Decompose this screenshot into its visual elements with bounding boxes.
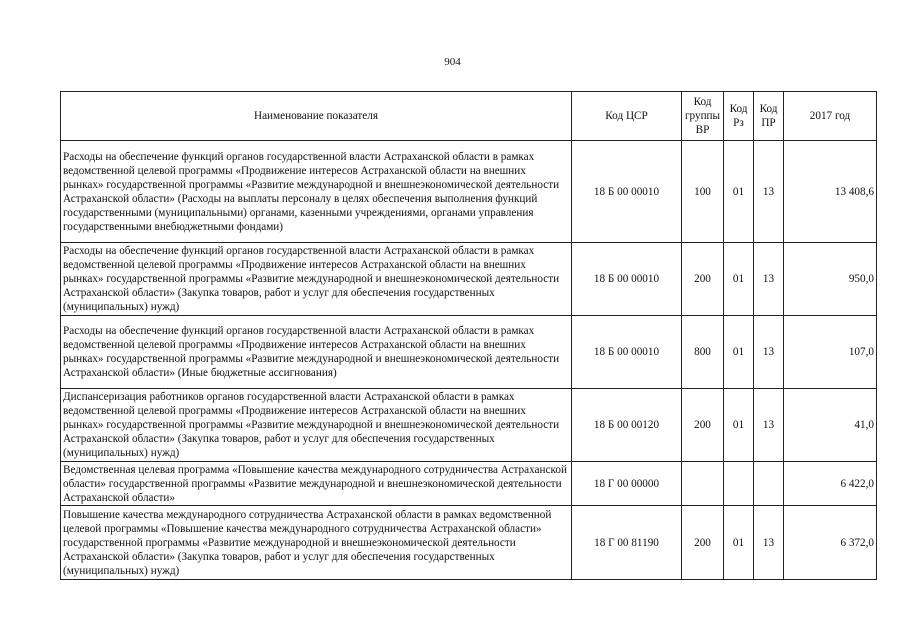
row-rz: 01 [724,389,754,462]
row-vr: 200 [682,243,724,316]
row-value: 41,0 [784,389,877,462]
row-vr: 200 [682,506,724,580]
row-pr: 13 [754,141,784,243]
row-pr: 13 [754,243,784,316]
header-rz: Код Рз [724,92,754,141]
header-csr: Код ЦСР [572,92,682,141]
header-year: 2017 год [784,92,877,141]
row-name: Диспансеризация работников органов государственной власти Астраханской области в рамках ведомственной целевой программы «Продвижение интересов Астраханской области на внешних рынках» государственной программы «Развитие международной и внешнеэкономической деятельности Астраханской области» (Закупка товаров, работ и услуг для обеспечения государственных (муниципальных) нужд) [61,389,572,462]
table-row [61,506,877,580]
row-value: 13 408,6 [784,141,877,243]
row-name: Расходы на обеспечение функций органов государственной власти Астраханской области в рамках ведомственной целевой программы «Продвижение интересов Астраханской области на внешних рынках» государственной программы «Развитие международной и внешнеэкономической деятельности Астраханской области» (Иные бюджетные ассигнования) [61,316,572,389]
row-csr: 18 Б 00 00120 [572,389,682,462]
row-vr: 800 [682,316,724,389]
row-pr [754,462,784,506]
row-rz: 01 [724,141,754,243]
row-vr: 100 [682,141,724,243]
row-csr: 18 Г 00 81190 [572,506,682,580]
row-pr: 13 [754,506,784,580]
page-number: 904 [444,56,461,68]
table-row [61,462,877,506]
row-value: 950,0 [784,243,877,316]
row-rz: 01 [724,243,754,316]
header-vr: Код группы ВР [682,92,724,141]
table-row [61,389,877,462]
table-row [61,243,877,316]
table-row [61,316,877,389]
row-pr: 13 [754,316,784,389]
row-csr: 18 Б 00 00010 [572,316,682,389]
table-row [61,141,877,243]
row-vr [682,462,724,506]
row-csr: 18 Б 00 00010 [572,141,682,243]
row-rz [724,462,754,506]
row-pr: 13 [754,389,784,462]
row-value: 6 372,0 [784,506,877,580]
row-rz: 01 [724,316,754,389]
header-row [61,92,877,141]
row-csr: 18 Г 00 00000 [572,462,682,506]
row-name: Расходы на обеспечение функций органов государственной власти Астраханской области в рамках ведомственной целевой программы «Продвижение интересов Астраханской области на внешних рынках» государственной программы «Развитие международной и внешнеэкономической деятельности Астраханской области» (Закупка товаров, работ и услуг для обеспечения государственных (муниципальных) нужд) [61,243,572,316]
budget-table [60,91,877,580]
header-pr: Код ПР [754,92,784,141]
row-csr: 18 Б 00 00010 [572,243,682,316]
row-rz: 01 [724,506,754,580]
row-name: Повышение качества международного сотрудничества Астраханской области в рамках ведомственной целевой программы «Повышение качества международного сотрудничества Астраханской области» государственной программы «Развитие международной и внешнеэкономической деятельности Астраханской области» (Закупка товаров, работ и услуг для обеспечения государственных (муниципальных) нужд) [61,506,572,580]
row-vr: 200 [682,389,724,462]
header-name: Наименование показателя [61,92,572,141]
row-value: 6 422,0 [784,462,877,506]
row-value: 107,0 [784,316,877,389]
row-name: Ведомственная целевая программа «Повышение качества международного сотрудничества Астраханской области» государственной программы «Развитие международной и внешнеэкономической деятельности Астраханской области» [61,462,572,506]
row-name: Расходы на обеспечение функций органов государственной власти Астраханской области в рамках ведомственной целевой программы «Продвижение интересов Астраханской области на внешних рынках» государственной программы «Развитие международной и внешнеэкономической деятельности Астраханской области» (Расходы на выплаты персоналу в целях обеспечения выполнения функций государственными (муниципальными) органами, казенными учреждениями, органами управления государственными внебюджетными фондами) [61,141,572,243]
